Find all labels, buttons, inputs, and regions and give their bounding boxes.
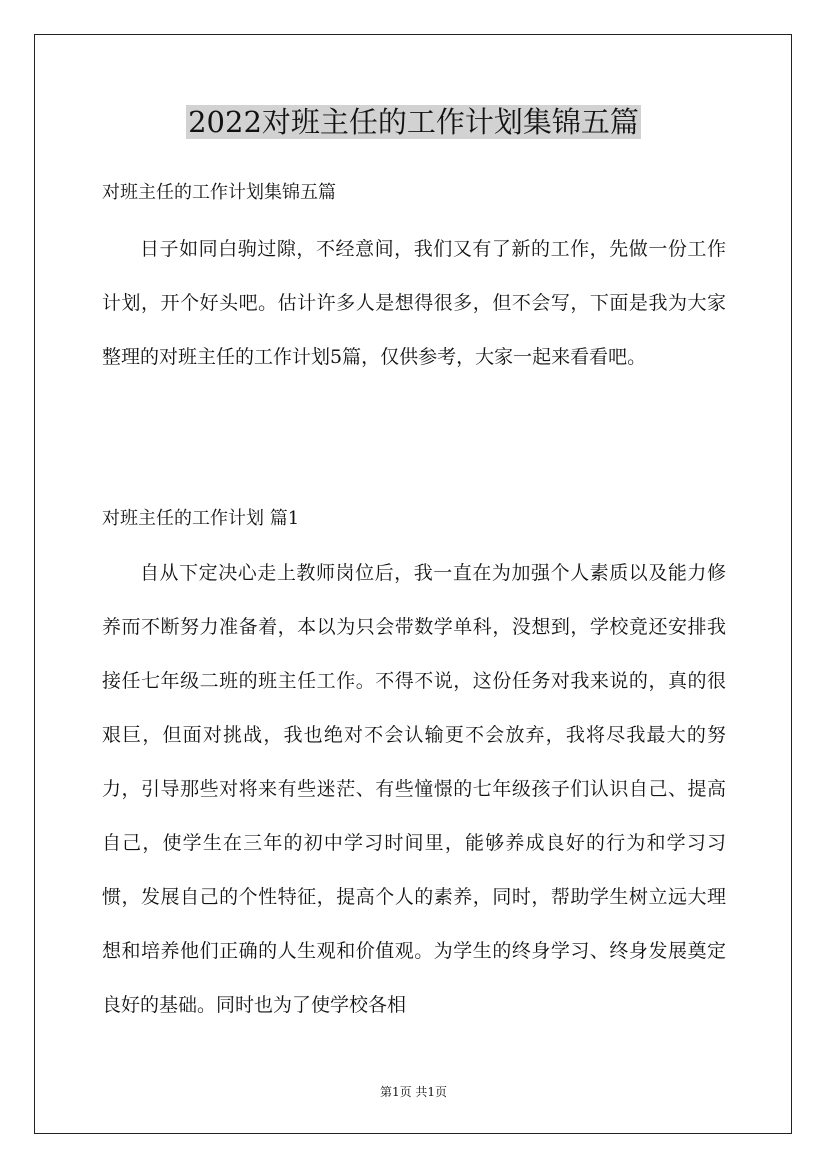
section-block xyxy=(102,546,726,1032)
section-heading: 对班主任的工作计划 篇1 xyxy=(102,508,300,529)
page-footer: 第1页 共1页 xyxy=(379,1085,448,1099)
section-paragraph: 自从下定决心走上教师岗位后，我一直在为加强个人素质以及能力修养而不断努力准备着，本以为只会带数学单科，没想到，学校竟还安排我接任七年级二班的班主任工作。不得不说，这份任务对我来说的，真的很艰巨，但面对挑战，我也绝对不会认输更不会放弃，我将尽我最大的努力，引导那些对将来有些迷茫、有些憧憬的七年级孩子们认识自己、提高自己，使学生在三年的初中学习时间里，能够养成良好的行为和学习习惯，发展自己的个性特征，提高个人的素养，同时，帮助学生树立远大理想和培养他们正确的人生观和价值观。为学生的终身学习、终身发展奠定良好的基础。同时也为了使学校各相 xyxy=(102,562,726,1016)
document-title xyxy=(0,100,827,144)
intro-paragraph: 日子如同白驹过隙，不经意间，我们又有了新的工作，先做一份工作计划，开个好头吧。估计许多人是想得很多，但不会写，下面是我为大家整理的对班主任的工作计划5篇，仅供参考，大家一起来看看吧。 xyxy=(102,238,726,368)
document-title-text: 2022对班主任的工作计划集锦五篇 xyxy=(188,105,639,139)
subtitle: 对班主任的工作计划集锦五篇 xyxy=(102,182,336,203)
intro-block xyxy=(102,222,726,384)
